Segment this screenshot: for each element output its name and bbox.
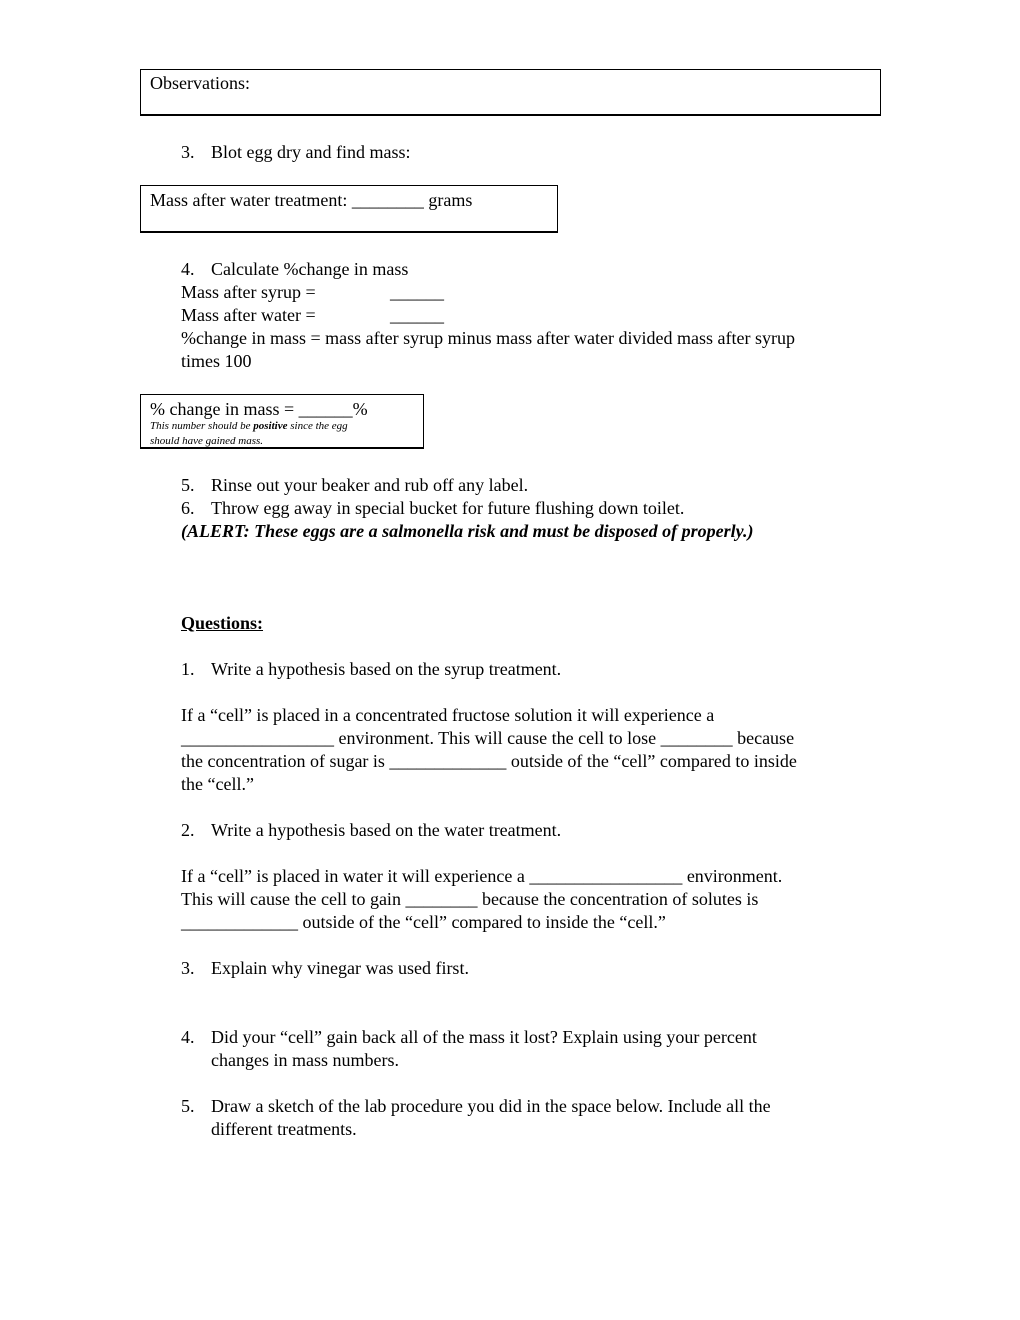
question-1-number: 1. (181, 659, 195, 679)
question-2 (181, 819, 561, 842)
mass-after-water-label-2: Mass after water = (181, 305, 316, 325)
question-4-number: 4. (181, 1027, 195, 1047)
mass-after-water-blank[interactable]: ______ (390, 305, 444, 325)
mass-after-syrup-blank[interactable]: ______ (390, 282, 444, 302)
step-3 (181, 141, 410, 164)
hypothesis-2-line-2[interactable]: This will cause the cell to gain ________ because the concentration of solutes is (181, 889, 759, 909)
note-post: since the egg (287, 420, 348, 432)
question-3-number: 3. (181, 958, 195, 978)
question-5-number: 5. (181, 1096, 195, 1116)
mass-after-water-label: Mass after water treatment: ________ grams (150, 190, 473, 210)
question-2-number: 2. (181, 820, 195, 840)
hypothesis-1-line-3[interactable]: the concentration of sugar is _____________ outside of the “cell” compared to inside (181, 751, 797, 771)
question-4-line-2: changes in mass numbers. (211, 1050, 399, 1070)
hypothesis-1-paragraph (181, 704, 881, 796)
formula-line-2: times 100 (181, 351, 252, 371)
step-3-number: 3. (181, 142, 195, 162)
percent-change-box[interactable] (140, 394, 424, 449)
observations-box[interactable] (140, 69, 881, 116)
question-1 (181, 658, 561, 681)
percent-change-label: % change in mass = ______% (150, 399, 368, 419)
step-6 (181, 497, 684, 520)
question-3 (181, 957, 469, 980)
question-5-line-2: different treatments. (211, 1119, 357, 1139)
hypothesis-2-paragraph (181, 865, 881, 934)
step-5 (181, 474, 528, 497)
mass-after-water-box[interactable] (140, 185, 558, 233)
step-6-number: 6. (181, 498, 195, 518)
salmonella-alert: (ALERT: These eggs are a salmonella risk and must be disposed of properly.) (181, 521, 754, 541)
mass-after-water-line (181, 304, 316, 327)
step-4-number: 4. (181, 259, 195, 279)
note-bold: positive (253, 420, 288, 432)
question-5 (181, 1095, 771, 1118)
formula-line-1: %change in mass = mass after syrup minus mass after water divided mass after syrup (181, 328, 795, 348)
percent-change-note (150, 419, 414, 434)
step-5-number: 5. (181, 475, 195, 495)
mass-after-syrup-line (181, 281, 316, 304)
question-2-text: Write a hypothesis based on the water treatment. (211, 820, 562, 840)
hypothesis-2-line-3[interactable]: _____________ outside of the “cell” compared to inside the “cell.” (181, 912, 666, 932)
hypothesis-1-line-4: the “cell.” (181, 774, 254, 794)
step-5-text: Rinse out your beaker and rub off any label. (211, 475, 529, 495)
hypothesis-1-line-1: If a “cell” is placed in a concentrated fructose solution it will experience a (181, 705, 715, 725)
questions-heading: Questions: (181, 613, 264, 633)
question-5-line-1: Draw a sketch of the lab procedure you did in the space below. Include all the (211, 1096, 771, 1116)
step-4-text: Calculate %change in mass (211, 259, 409, 279)
question-4-line-1: Did your “cell” gain back all of the mass it lost? Explain using your percent (211, 1027, 757, 1047)
hypothesis-2-line-1[interactable]: If a “cell” is placed in water it will experience a _________________ environment. (181, 866, 783, 886)
note-pre: This number should be (150, 420, 254, 432)
question-4 (181, 1026, 757, 1049)
step-6-text: Throw egg away in special bucket for future flushing down toilet. (211, 498, 685, 518)
hypothesis-1-line-2[interactable]: _________________ environment. This will cause the cell to lose ________ because (181, 728, 795, 748)
observations-label: Observations: (150, 73, 250, 93)
mass-after-syrup-label: Mass after syrup = (181, 282, 316, 302)
question-1-text: Write a hypothesis based on the syrup treatment. (211, 659, 562, 679)
question-3-text: Explain why vinegar was used first. (211, 958, 469, 978)
step-4 (181, 258, 408, 281)
percent-change-note-line-2: should have gained mass. (150, 435, 264, 447)
step-3-text: Blot egg dry and find mass: (211, 142, 411, 162)
